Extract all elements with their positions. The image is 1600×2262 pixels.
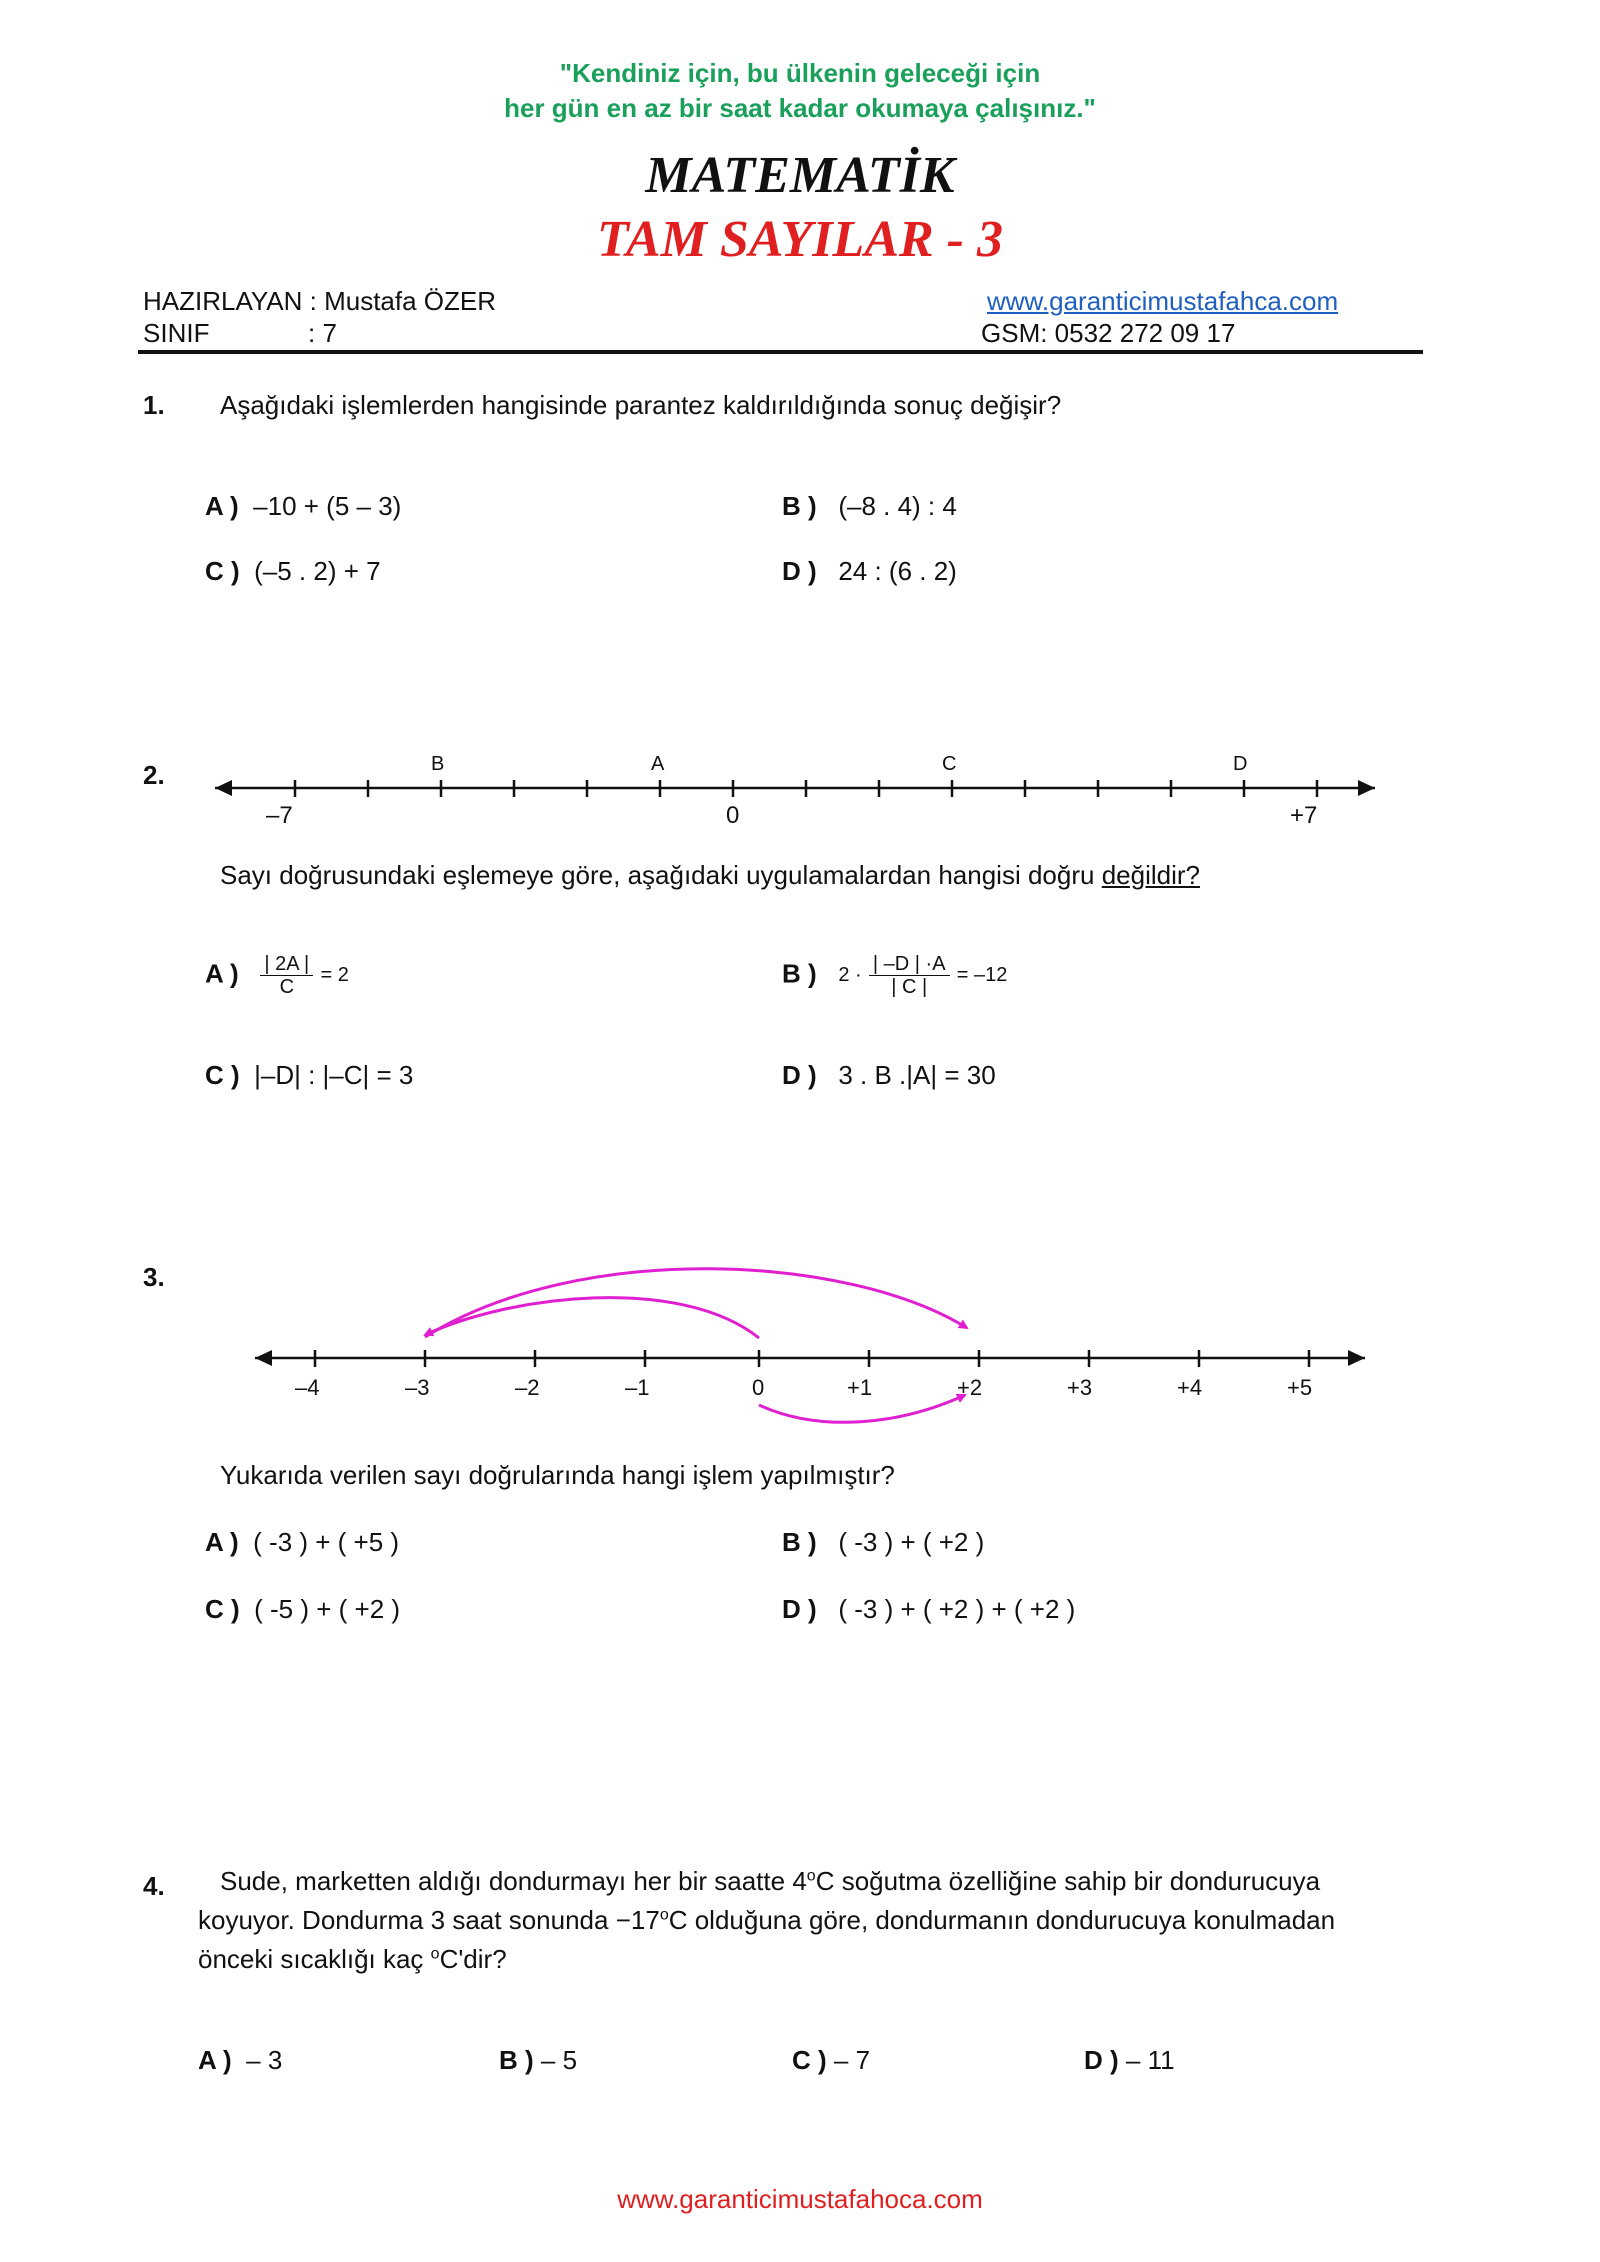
- q4-line-3: [198, 1944, 507, 1975]
- header-website-link[interactable]: www.garanticimustafahca.com: [987, 286, 1339, 316]
- q2-text: [220, 860, 1200, 891]
- q1-option-b[interactable]: [782, 491, 957, 522]
- q1-option-d[interactable]: [782, 556, 957, 587]
- topic-title: TAM SAYILAR - 3: [597, 211, 1003, 268]
- q4-option-b[interactable]: [499, 2045, 577, 2076]
- q3-tick-label: +3: [1067, 1375, 1093, 1400]
- degree-symbol: o: [430, 1945, 440, 1963]
- q2-option-b-denominator: | C |: [891, 976, 928, 998]
- q4-line-1: [220, 1866, 1320, 1897]
- q3-option-d[interactable]: [782, 1594, 1075, 1625]
- q3-option-b-text: ( -3 ) + ( +2 ): [838, 1527, 985, 1557]
- gsm-number: GSM: 0532 272 09 17: [981, 318, 1236, 348]
- q3-tick-label: +2: [957, 1375, 983, 1400]
- q3-tick-label: –3: [405, 1375, 430, 1400]
- q2-option-b-prefix: 2 ·: [838, 964, 862, 986]
- q2-label-min: –7: [266, 802, 293, 829]
- author-label: HAZIRLAYAN : Mustafa ÖZER: [143, 286, 497, 316]
- q2-option-b-rhs: = –12: [956, 964, 1008, 986]
- q4-number: 4.: [143, 1871, 165, 1901]
- q3-option-d-text: ( -3 ) + ( +2 ) + ( +2 ): [838, 1594, 1076, 1624]
- q3-text: Yukarıda verilen sayı doğrularında hangi işlem yapılmıştır?: [220, 1460, 895, 1490]
- q2-number: 2.: [143, 760, 165, 790]
- q4-option-c-text: – 7: [833, 2045, 871, 2075]
- q3-option-c-label: C ): [205, 1594, 240, 1624]
- q1-option-c-text: (–5 . 2) + 7: [254, 556, 381, 586]
- q4-option-b-label: B ): [499, 2045, 534, 2075]
- q4-option-b-text: – 5: [540, 2045, 578, 2075]
- q3-option-a[interactable]: [205, 1527, 399, 1558]
- q2-text-underlined: değildir?: [1101, 860, 1200, 890]
- q2-option-d-text: 3 . B .|A| = 30: [838, 1060, 996, 1090]
- q3-option-c[interactable]: [205, 1594, 400, 1625]
- q4-option-c-label: C ): [792, 2045, 827, 2075]
- q2-point-c: C: [942, 753, 957, 775]
- q2-option-b-numerator: | –D | ·A: [869, 953, 950, 976]
- q2-option-c-label: C ): [205, 1060, 240, 1090]
- q4-option-d-text: – 11: [1125, 2045, 1175, 2075]
- q4-option-a-label: A ): [198, 2045, 232, 2075]
- q3-left-arrow: [255, 1350, 272, 1366]
- q4-option-c[interactable]: [792, 2045, 870, 2076]
- header-rule: [138, 350, 1423, 354]
- q2-option-a-label: A ): [205, 958, 239, 989]
- q2-point-b: B: [431, 753, 445, 775]
- class-label: SINIF: [143, 318, 210, 348]
- q4-line-2-end: C olduğuna göre, dondurmanın dondurucuya konulmadan: [668, 1905, 1336, 1935]
- q3-number-line: [240, 1255, 1380, 1435]
- q4-line-2-start: koyuyor. Dondurma 3 saat sonunda −17: [198, 1905, 660, 1935]
- q3-option-c-text: ( -5 ) + ( +2 ): [254, 1594, 401, 1624]
- degree-symbol: o: [806, 1867, 816, 1885]
- degree-symbol: o: [659, 1906, 669, 1924]
- q1-option-a[interactable]: [205, 491, 401, 522]
- q2-option-b[interactable]: [782, 953, 1007, 998]
- q3-arc-zero-to-minus-three: [425, 1298, 759, 1338]
- footer-website[interactable]: www.garanticimustafahoca.com: [617, 2184, 983, 2214]
- q2-option-d-label: D ): [782, 1060, 817, 1090]
- q2-option-c-text: |–D| : |–C| = 3: [254, 1060, 414, 1090]
- q3-right-arrow: [1348, 1350, 1365, 1366]
- motto-line-2: her gün en az bir saat kadar okumaya çalışınız.": [504, 93, 1096, 123]
- q3-option-d-label: D ): [782, 1594, 817, 1624]
- q1-option-c-label: C ): [205, 556, 240, 586]
- q3-number: 3.: [143, 1262, 165, 1292]
- q4-option-d-label: D ): [1084, 2045, 1119, 2075]
- q1-number: 1.: [143, 390, 165, 420]
- q3-tick-label: 0: [752, 1375, 765, 1400]
- q4-line-3-start: önceki sıcaklığı kaç: [198, 1944, 431, 1974]
- q3-tick-label: –2: [515, 1375, 540, 1400]
- q2-text-main: Sayı doğrusundaki eşlemeye göre, aşağıdaki uygulamalardan hangisi doğru: [220, 860, 1095, 890]
- q1-option-b-text: (–8 . 4) : 4: [838, 491, 957, 521]
- q2-label-zero: 0: [726, 802, 740, 829]
- q4-option-d[interactable]: [1084, 2045, 1175, 2076]
- q4-line-1-start: Sude, marketten aldığı dondurmayı her bir saatte 4: [220, 1866, 807, 1896]
- q4-line-3-end: C'dir?: [439, 1944, 507, 1974]
- q2-option-b-label: B ): [782, 958, 817, 989]
- q3-tick-label: +4: [1177, 1375, 1203, 1400]
- q3-option-b[interactable]: [782, 1527, 984, 1558]
- q2-option-a-rhs: = 2: [320, 964, 349, 986]
- q2-option-a-numerator: | 2A |: [260, 953, 313, 976]
- q1-option-a-label: A ): [205, 491, 239, 521]
- q1-option-d-text: 24 : (6 . 2): [838, 556, 957, 586]
- q3-tick-label: +5: [1287, 1375, 1313, 1400]
- q2-right-arrow: [1358, 780, 1375, 796]
- q3-tick-label: –1: [625, 1375, 650, 1400]
- q2-option-c[interactable]: [205, 1060, 413, 1091]
- q3-option-a-text: ( -3 ) + ( +5 ): [253, 1527, 400, 1557]
- q2-label-max: +7: [1290, 802, 1318, 829]
- q3-tick-label: –4: [295, 1375, 320, 1400]
- subject-title: MATEMATİK: [645, 147, 955, 204]
- q3-option-a-label: A ): [205, 1527, 239, 1557]
- q2-left-arrow: [215, 780, 232, 796]
- q3-option-b-label: B ): [782, 1527, 817, 1557]
- class-value: : 7: [308, 318, 337, 348]
- q2-option-a[interactable]: [205, 953, 349, 998]
- q2-option-a-denominator: C: [279, 976, 295, 998]
- q4-line-2: [198, 1905, 1335, 1936]
- q2-point-a: A: [651, 753, 665, 775]
- q1-option-d-label: D ): [782, 556, 817, 586]
- q2-option-d[interactable]: [782, 1060, 996, 1091]
- q2-number-line: [200, 740, 1400, 840]
- q4-option-a-text: – 3: [246, 2045, 283, 2075]
- q2-option-b-fraction: [869, 953, 950, 998]
- q2-option-a-fraction: [260, 953, 313, 998]
- motto-line-1: "Kendiniz için, bu ülkenin geleceği için: [559, 58, 1041, 88]
- q1-option-a-text: –10 + (5 – 3): [253, 491, 402, 521]
- q1-text: Aşağıdaki işlemlerden hangisinde parantez kaldırıldığında sonuç değişir?: [220, 390, 1062, 420]
- q4-option-a[interactable]: [198, 2045, 282, 2076]
- q1-option-c[interactable]: [205, 556, 381, 587]
- q3-arc-minus-three-to-plus-two: [425, 1269, 967, 1337]
- q1-option-b-label: B ): [782, 491, 817, 521]
- q3-tick-label: +1: [847, 1375, 873, 1400]
- q4-line-1-end: C soğutma özelliğine sahip bir dondurucuya: [815, 1866, 1321, 1896]
- q2-point-d: D: [1233, 753, 1248, 775]
